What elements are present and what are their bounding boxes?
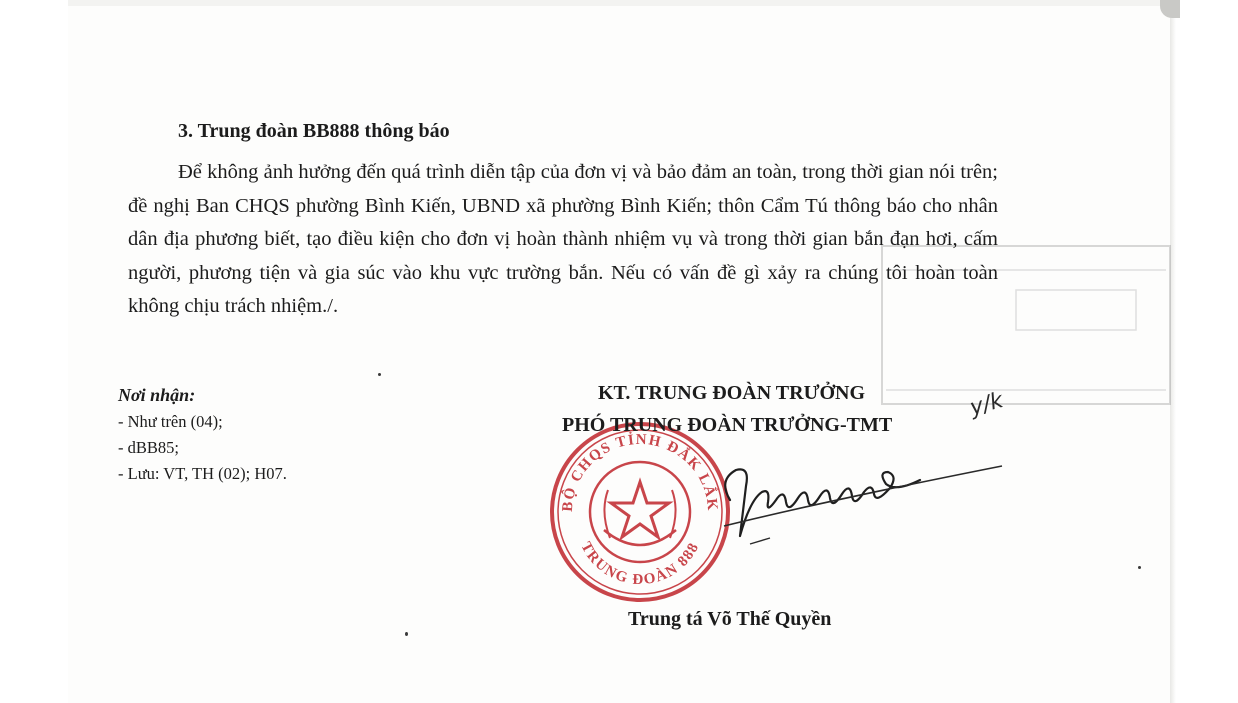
seal-top-text: BỘ CHQS TỈNH ĐẮK LẮK (559, 431, 721, 513)
handwritten-signature (710, 440, 1010, 560)
scan-top-strip (68, 0, 1176, 6)
scan-speck (405, 632, 408, 636)
handwritten-initials: y/k (967, 388, 1006, 421)
recipients-title: Nơi nhận: (118, 385, 196, 405)
recipient-item: - Lưu: VT, TH (02); H07. (118, 464, 287, 483)
body-paragraph: Để không ảnh hưởng đến quá trình diễn tập của đơn vị và bảo đảm an toàn, trong thời gian nói trên; đề nghị Ban CHQS phường Bình Kiến, UBND xã phường Bình Kiến; thôn Cẩm Tú thông báo cho nhân dân địa phương biết, tạo điều kiện cho đơn vị hoàn thành nhiệm vụ và trong thời gian bắn đạn hơi, cấm người, phương tiện và gia súc vào khu vực trường bắn. Nếu có vấn đề gì xảy ra chúng tôi hoàn toàn không chịu trách nhiệm./. (128, 161, 998, 317)
recipient-item: - Như trên (04); (118, 412, 223, 431)
recipient-list (118, 409, 287, 487)
scan-speck (378, 373, 381, 376)
seal-bottom-text: TRUNG ĐOÀN 888 (577, 539, 703, 589)
section-heading: 3. Trung đoàn BB888 thông báo (178, 120, 450, 142)
recipient-item: - dBB85; (118, 438, 179, 457)
official-seal (548, 420, 732, 604)
seal-star-icon (611, 482, 669, 537)
signature-title-line1: KT. TRUNG ĐOÀN TRƯỞNG (598, 382, 866, 404)
recipients-block (118, 383, 287, 487)
scan-speck (1138, 566, 1141, 569)
signature-title-line2: PHÓ TRUNG ĐOÀN TRƯỞNG-TMT (562, 414, 893, 436)
signer-name: Trung tá Võ Thế Quyền (628, 608, 832, 630)
